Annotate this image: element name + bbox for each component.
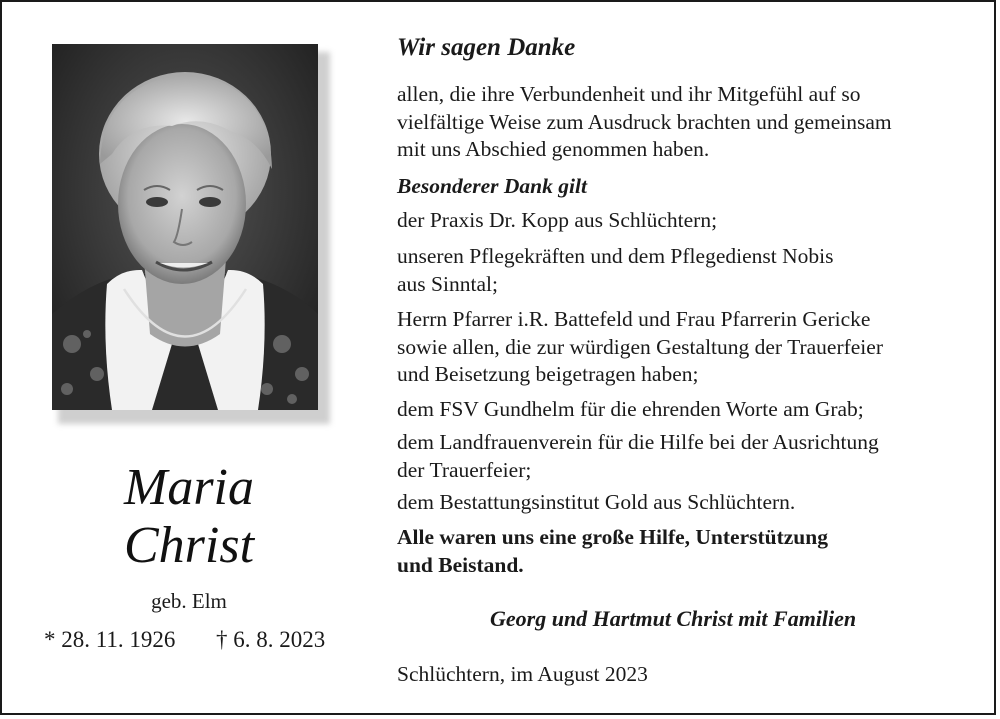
closing-line: und Beistand. [397,552,524,577]
notice-heading: Wir sagen Danke [397,34,576,61]
thanks-line: und Beisetzung beigetragen haben; [397,362,699,386]
intro-line: mit uns Abschied genommen haben. [397,137,710,161]
place-and-date: Schlüchtern, im August 2023 [397,662,648,686]
thanks-item [397,396,977,424]
birth-date: * 28. 11. 1926 [44,627,176,652]
thanks-item [397,429,977,484]
thanks-item [397,243,977,298]
thanks-line: dem Bestattungsinstitut Gold aus Schlüchtern. [397,490,796,514]
deceased-last-name: Christ [123,517,255,574]
closing-paragraph [397,524,977,579]
thanks-item [397,207,977,235]
thanks-line: unseren Pflegekräften und dem Pflegedienst Nobis [397,244,834,268]
thanks-line: dem FSV Gundhelm für die ehrenden Worte am Grab; [397,397,864,421]
thanks-line: der Praxis Dr. Kopp aus Schlüchtern; [397,208,718,232]
thanks-line: sowie allen, die zur würdigen Gestaltung der Trauerfeier [397,334,883,359]
intro-line: allen, die ihre Verbundenheit und ihr Mitgefühl auf so [397,82,861,106]
death-date: † 6. 8. 2023 [216,627,326,652]
special-thanks-heading: Besonderer Dank gilt [397,174,587,198]
thanks-line: dem Landfrauenverein für die Hilfe bei der Ausrichtung [397,430,879,454]
family-signature: Georg und Hartmut Christ mit Familien [490,606,857,631]
thanks-item [397,489,977,517]
deceased-first-name: Maria [124,459,254,516]
intro-paragraph [397,81,977,164]
thanks-item [397,306,977,389]
thanks-line: aus Sinntal; [397,271,498,296]
birth-name: geb. Elm [151,589,227,613]
thanks-line: der Trauerfeier; [397,457,532,482]
thanks-line: Herrn Pfarrer i.R. Battefeld und Frau Pfarrerin Gericke [397,307,871,331]
intro-line: vielfältige Weise zum Ausdruck brachten und gemeinsam [397,109,892,134]
portrait-photo [52,44,318,410]
closing-line: Alle waren uns eine große Hilfe, Unterstützung [397,525,828,549]
